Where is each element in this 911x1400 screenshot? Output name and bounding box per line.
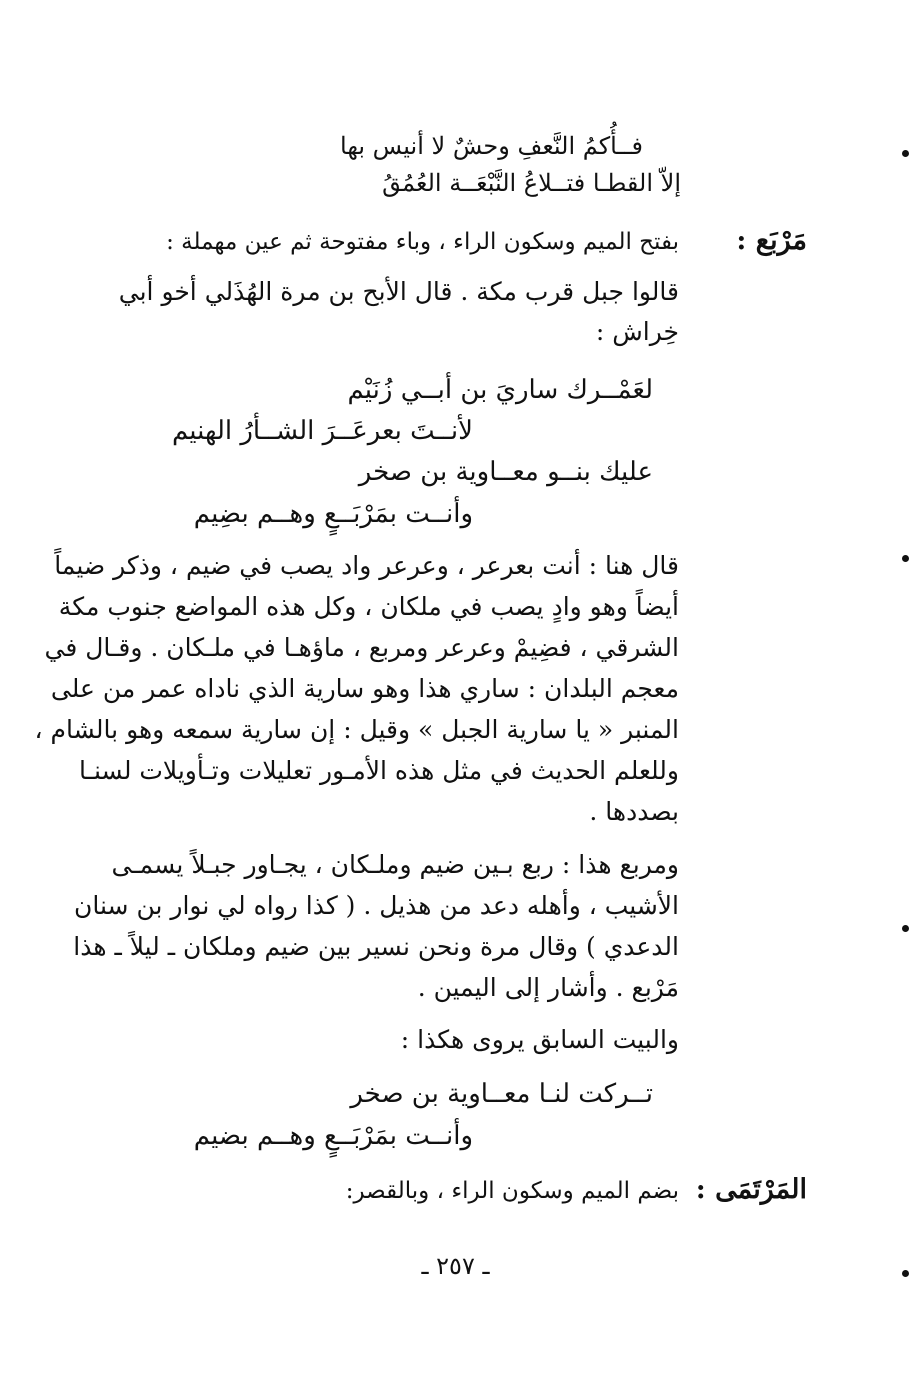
poem1-line2: إلاّ القطـا فتــلاعُ النَّبْعَــة العُمُقُ bbox=[382, 169, 681, 197]
headword-marbaa: مَرْبَع : bbox=[736, 225, 807, 256]
poem1-line1: فــأُكمُ النَّعفِ وحشٌ لا أنيس بها bbox=[340, 132, 643, 160]
martama-pronunciation: بضم الميم وسكون الراء ، وبالقصر: bbox=[345, 1178, 679, 1204]
edge-mark bbox=[902, 150, 909, 157]
para3-line4: مَرْبع . وأشار إلى اليمين . bbox=[417, 973, 679, 1002]
poem3-verse2: وأنــت بمَرْبَــعٍ وهــم بضيم bbox=[193, 1121, 473, 1151]
poem2-verse2a: عليك بنــو معــاوية بن صخر bbox=[358, 457, 653, 487]
poem2-verse2b: وأنــت بمَرْبَــعٍ وهــم بضِيم bbox=[193, 499, 473, 529]
para3-line1: ومربع هذا : ربع بـين ضيم وملـكان ، يجـاور جبـلاً يسمـى bbox=[111, 850, 679, 879]
para2-line2: أيضاً وهو وادٍ يصب في ملكان ، وكل هذه المواضع جنوب مكة bbox=[58, 592, 679, 621]
poem2-verse1b: لأنــتَ بعرعَــرَ الشــأرُ الهنيم bbox=[171, 416, 473, 446]
edge-mark bbox=[902, 1270, 909, 1277]
para3-line2: الأشيب ، وأهله دعد من هذيل . ( كذا رواه لي نوار بن سنان bbox=[74, 891, 679, 920]
marbaa-text-line2: خِراش : bbox=[595, 317, 679, 346]
marbaa-text-line1: قالوا جبل قرب مكة . قال الأبح بن مرة الهُذَلي أخو أبي bbox=[118, 277, 679, 306]
para2-line3: الشرقي ، فضِيمْ وعرعر ومربع ، ماؤهـا في ملـكان . وقـال في bbox=[44, 633, 679, 662]
edge-mark bbox=[902, 925, 909, 932]
para2-line4: معجم البلدان : ساري هذا وهو سارية الذي ناداه عمر من على bbox=[50, 674, 679, 703]
poem3-verse1: تــركت لنـا معــاوية بن صخر bbox=[350, 1079, 653, 1109]
para2-line1: قال هنا : أنت بعرعر ، وعرعر واد يصب في ضيم ، وذكر ضيماً bbox=[54, 551, 679, 580]
para3-line3: الدعدي ) وقال مرة ونحن نسير بين ضيم وملكان ـ ليلاً ـ هذا bbox=[73, 932, 679, 961]
marbaa-pronunciation: بفتح الميم وسكون الراء ، وباء مفتوحة ثم عين مهملة : bbox=[166, 229, 679, 255]
para2-line6: وللعلم الحديث في مثل هذه الأمـور تعليلات وتـأويلات لسنـا bbox=[79, 756, 679, 785]
para2-line5: المنبر « يا سارية الجبل » وقيل : إن سارية سمعه وهو بالشام ، bbox=[34, 715, 679, 744]
edge-mark bbox=[902, 555, 909, 562]
page-number: ـ ٢٥٧ ـ bbox=[421, 1252, 490, 1280]
headword-martama: المَرْتَمَى : bbox=[695, 1174, 807, 1205]
para4-line1: والبيت السابق يروى هكذا : bbox=[400, 1025, 679, 1054]
para2-line7: بصددها . bbox=[589, 797, 679, 826]
poem2-verse1a: لعَمْــرك ساريَ بن أبــي زُنَيْم bbox=[347, 375, 653, 405]
